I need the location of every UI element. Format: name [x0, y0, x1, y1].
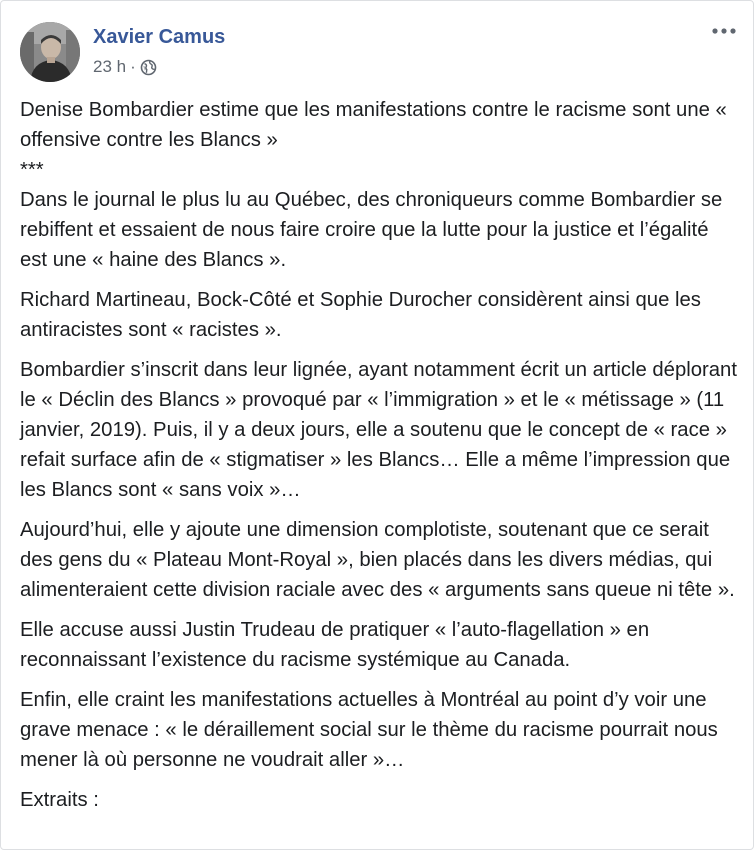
post-paragraph: Extraits :	[20, 789, 99, 811]
post-paragraph: Enfin, elle craint les manifestations actuelles à Montréal au point d’y voir une grave menace : « le déraillement social sur le thème du racisme pourrait nous mener là où personne ne voudrait aller »…	[20, 689, 718, 771]
post-paragraph: Elle accuse aussi Justin Trudeau de pratiquer « l’auto-flagellation » en reconnaissant l’existence du racisme systémique au Canada.	[20, 619, 650, 671]
post-paragraph: Aujourd’hui, elle y ajoute une dimension complotiste, soutenant que ce serait des gens du « Plateau Mont-Royal », bien placés dans les divers médias, qui alimenteraient cette division raciale avec des « arguments sans queue ni tête ».	[20, 519, 735, 601]
more-options-icon[interactable]	[709, 21, 739, 41]
post-meta	[93, 56, 157, 78]
post-time[interactable]: 23 h	[93, 57, 127, 76]
post-paragraph: Bombardier s’inscrit dans leur lignée, ayant notamment écrit un article déplorant le « Déclin des Blancs » provoqué par « l’immigration » et le « métissage » (11 janvier, 2019). Puis, il y a deux jours, elle a soutenu que le concept de « race » refait surface afin de « stigmatiser » les Blancs… Elle a même l’impression que les Blancs sont « sans voix »…	[20, 359, 737, 501]
meta-separator: ·	[130, 57, 136, 76]
post-body	[20, 95, 738, 825]
avatar[interactable]	[20, 22, 80, 82]
author-name[interactable]: Xavier Camus	[93, 26, 226, 48]
post-paragraph: Denise Bombardier estime que les manifestations contre le racisme sont une « offensive contre les Blancs » *** Dans le journal le plus lu au Québec, des chroniqueurs comme Bombardier se rebiffent et essaient de nous faire croire que la lutte pour la justice et l’égalité est une « haine des Blancs ».	[20, 99, 727, 271]
globe-icon[interactable]	[140, 59, 157, 76]
post-paragraph: Richard Martineau, Bock-Côté et Sophie Durocher considèrent ainsi que les antiracistes sont « racistes ».	[20, 289, 701, 341]
avatar-photo	[20, 22, 80, 82]
